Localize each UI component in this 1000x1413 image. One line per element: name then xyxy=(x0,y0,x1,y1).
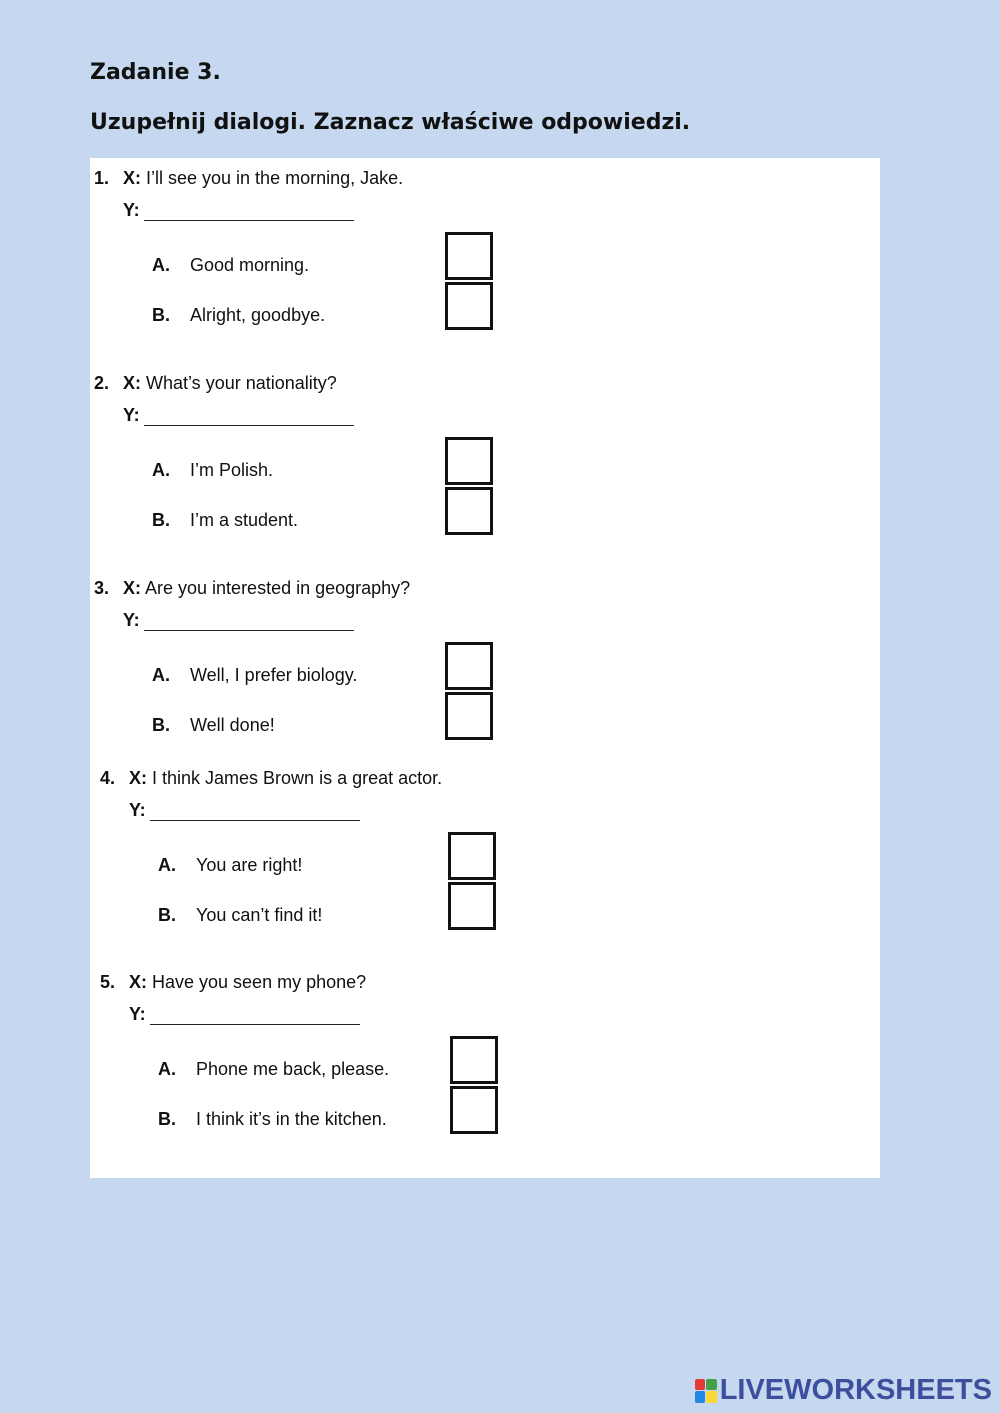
checkbox-q3-a[interactable] xyxy=(445,642,493,690)
speaker-y-label: Y: xyxy=(123,200,140,220)
blank-line xyxy=(150,802,360,821)
question-prompt xyxy=(94,373,337,394)
blank-line xyxy=(144,202,354,221)
logo-text: LIVEWORKSHEETS xyxy=(719,1374,992,1406)
logo-square-yellow xyxy=(706,1391,717,1403)
question-prompt xyxy=(94,168,403,189)
liveworksheets-logo xyxy=(695,1374,992,1407)
speaker-y-label: Y: xyxy=(129,800,146,820)
answer-line xyxy=(123,405,354,426)
checkbox-q1-b[interactable] xyxy=(445,282,493,330)
question-number: 3. xyxy=(94,578,110,598)
question-number: 1. xyxy=(94,168,110,188)
answer-line xyxy=(123,610,354,631)
exercise-title: Zadanie 3. xyxy=(90,60,221,85)
answer-line xyxy=(129,800,360,821)
checkbox-q4-a[interactable] xyxy=(448,832,496,880)
checkbox-q1-a[interactable] xyxy=(445,232,493,280)
speaker-y-label: Y: xyxy=(123,610,140,630)
worksheet xyxy=(90,158,880,1178)
question-prompt xyxy=(94,578,410,599)
prompt-text: Have you seen my phone? xyxy=(147,972,367,992)
blank-line xyxy=(150,1006,360,1025)
question-number: 2. xyxy=(94,373,110,393)
question-prompt xyxy=(100,768,442,789)
question-number: 5. xyxy=(100,972,116,992)
question-number: 4. xyxy=(100,768,116,788)
logo-square-blue xyxy=(695,1391,706,1403)
answer-line xyxy=(129,1004,360,1025)
speaker-x-label: X: xyxy=(123,168,141,188)
prompt-text: I’ll see you in the morning, Jake. xyxy=(141,168,404,188)
speaker-x-label: X: xyxy=(123,578,141,598)
prompt-text: What’s your nationality? xyxy=(141,373,337,393)
blank-line xyxy=(144,612,354,631)
option-b: B. I think it’s in the kitchen. xyxy=(158,1109,387,1129)
logo-square-red xyxy=(695,1379,706,1391)
option-b: B. Well done! xyxy=(152,715,275,735)
checkbox-q4-b[interactable] xyxy=(448,882,496,930)
speaker-x-label: X: xyxy=(129,972,147,992)
speaker-x-label: X: xyxy=(123,373,141,393)
option-a: A. Good morning. xyxy=(152,255,310,275)
option-b: B. I’m a student. xyxy=(152,510,299,530)
option-a: A. I’m Polish. xyxy=(152,460,274,480)
question-prompt xyxy=(100,972,366,993)
option-a: A. Well, I prefer biology. xyxy=(152,665,358,685)
checkbox-q2-a[interactable] xyxy=(445,437,493,485)
speaker-x-label: X: xyxy=(129,768,147,788)
answer-line xyxy=(123,200,354,221)
option-a: A. Phone me back, please. xyxy=(158,1059,390,1079)
option-b: B. You can’t find it! xyxy=(158,905,323,925)
prompt-text: I think James Brown is a great actor. xyxy=(147,768,443,788)
checkbox-q5-b[interactable] xyxy=(450,1086,498,1134)
checkbox-q5-a[interactable] xyxy=(450,1036,498,1084)
prompt-text: Are you interested in geography? xyxy=(141,578,411,598)
speaker-y-label: Y: xyxy=(123,405,140,425)
checkbox-q3-b[interactable] xyxy=(445,692,493,740)
logo-square-green xyxy=(706,1379,717,1391)
logo-mark-icon xyxy=(695,1379,717,1403)
checkbox-q2-b[interactable] xyxy=(445,487,493,535)
option-a: A. You are right! xyxy=(158,855,303,875)
option-b: B. Alright, goodbye. xyxy=(152,305,326,325)
exercise-instruction: Uzupełnij dialogi. Zaznacz właściwe odpowiedzi. xyxy=(90,110,691,135)
speaker-y-label: Y: xyxy=(129,1004,146,1024)
blank-line xyxy=(144,407,354,426)
